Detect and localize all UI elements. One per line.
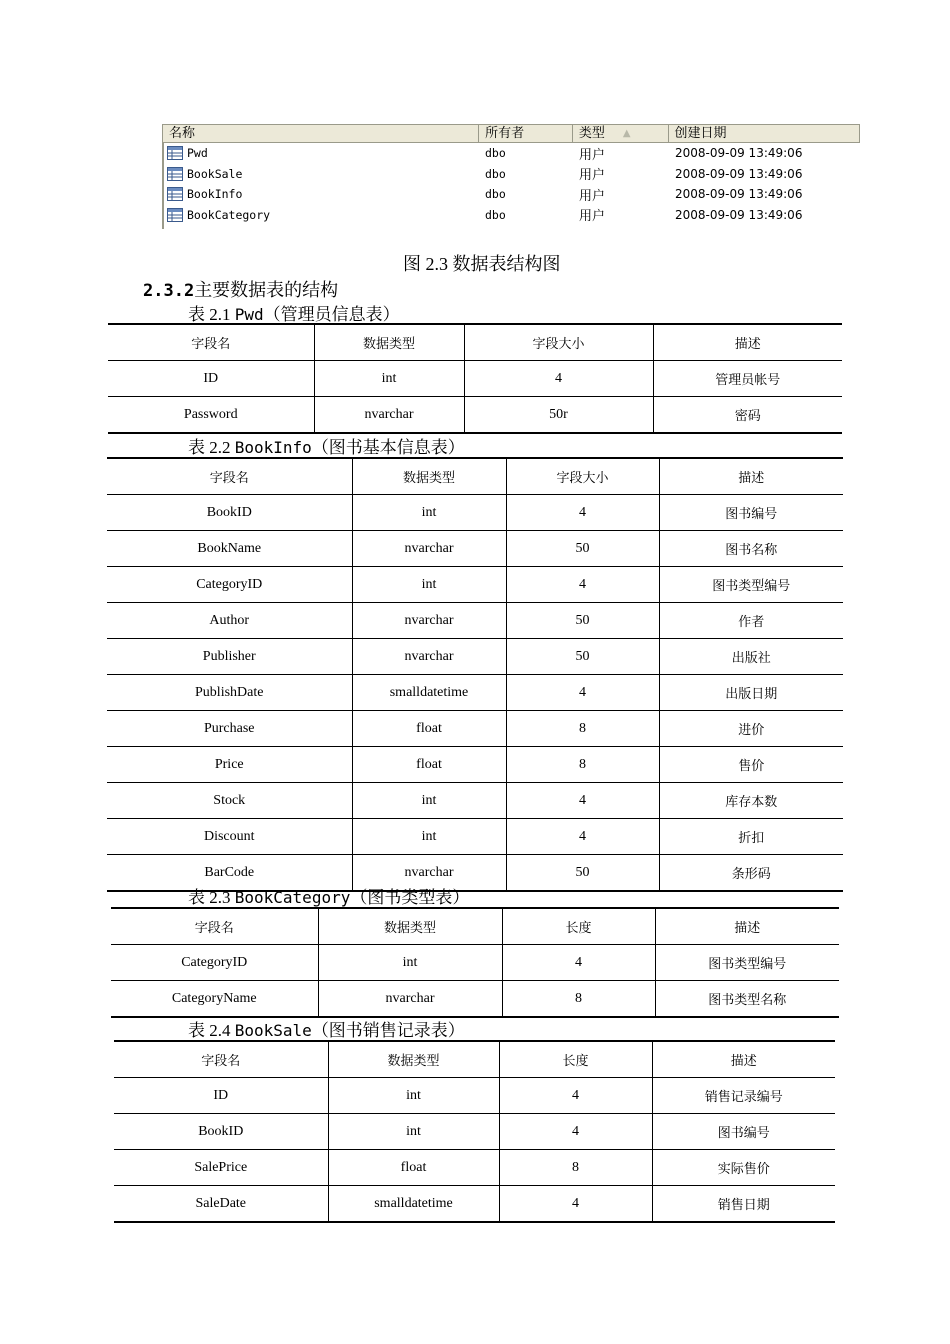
table-cell: nvarchar [352,531,506,567]
table-cell: 50 [506,531,659,567]
column-header-name[interactable]: 名称 [163,125,479,142]
column-header-created[interactable]: 创建日期 [674,126,727,141]
list-item-created: 2008-09-09 13:49:06 [675,187,803,202]
table-cell: Discount [107,819,352,855]
table-cell: 进价 [659,711,843,747]
table-cell: nvarchar [352,639,506,675]
section-number: 2.3.2 [143,281,195,301]
table-cell: 密码 [653,397,842,434]
table-header-cell: 描述 [659,458,843,495]
table-title-name: BookCategory [234,888,351,907]
table-cell: smalldatetime [328,1186,499,1223]
table-cell: 8 [506,711,659,747]
table-row [107,531,843,567]
table-row [111,945,839,981]
table-cell: float [352,711,506,747]
table-row [107,639,843,675]
table-list-view [162,124,860,230]
table-cell: 4 [506,567,659,603]
table-row [107,603,843,639]
table-row [107,495,843,531]
column-header-type-label: 类型 [578,126,605,141]
table-cell: CategoryName [111,981,318,1018]
table-cell: 图书类型编号 [655,945,839,981]
table-cell: 出版社 [659,639,843,675]
table-cell: 图书类型编号 [659,567,843,603]
table-header-cell: 数据类型 [352,458,506,495]
table-header-cell: 长度 [502,908,655,945]
table-cell: float [352,747,506,783]
table-row [107,783,843,819]
list-item-name: BookCategory [187,207,271,222]
list-item-created: 2008-09-09 13:49:06 [675,207,803,222]
list-header [162,124,860,143]
table-cell: 图书编号 [652,1114,835,1150]
table-cell: 库存本数 [659,783,843,819]
table-cell: BookID [114,1114,328,1150]
table-row [108,361,842,397]
table-cell: BookID [107,495,352,531]
list-item-owner: dbo [485,187,506,202]
table-row [107,711,843,747]
table-icon [167,208,183,222]
table-cell: 4 [499,1186,652,1223]
table-header-row [108,324,842,361]
table-cell: int [352,567,506,603]
table-cell: 50r [464,397,653,434]
table-title-4 [188,1016,465,1041]
table-row [114,1150,835,1186]
table-title-prefix: 表 2.2 [188,438,235,457]
section-title: 主要数据表的结构 [194,280,339,300]
table-cell: Publisher [107,639,352,675]
table-row [107,819,843,855]
table-header-cell: 描述 [655,908,839,945]
table-pwd [108,323,842,434]
table-cell: int [328,1078,499,1114]
table-cell: 4 [499,1078,652,1114]
table-title-name: BookSale [234,1021,312,1040]
table-cell: nvarchar [352,855,506,892]
table-title-2 [188,433,465,458]
table-cell: 4 [464,361,653,397]
list-item-owner: dbo [485,207,506,222]
list-item-name: BookSale [187,166,243,181]
table-row [107,855,843,892]
list-item[interactable] [162,164,860,185]
table-cell: 实际售价 [652,1150,835,1186]
table-header-row [107,458,843,495]
table-row [114,1186,835,1223]
table-title-name: BookInfo [234,438,312,457]
table-row [107,747,843,783]
table-title-prefix: 表 2.4 [188,1021,235,1040]
table-cell: Author [107,603,352,639]
table-cell: ID [114,1078,328,1114]
table-cell: float [328,1150,499,1186]
table-cell: 4 [502,945,655,981]
table-header-cell: 数据类型 [314,324,464,361]
table-cell: 50 [506,639,659,675]
table-bookinfo [107,457,843,892]
list-item-created: 2008-09-09 13:49:06 [675,146,803,161]
table-cell: 条形码 [659,855,843,892]
list-item-created: 2008-09-09 13:49:06 [675,166,803,181]
list-item-name-cell [162,208,479,222]
table-header-cell: 描述 [652,1041,835,1078]
table-icon [167,167,183,181]
table-cell: nvarchar [318,981,502,1018]
table-cell: nvarchar [314,397,464,434]
table-cell: 4 [506,675,659,711]
table-cell: CategoryID [107,567,352,603]
column-header-owner[interactable]: 所有者 [479,125,573,142]
table-icon [167,146,183,160]
table-title-desc: （图书类型表） [350,888,470,907]
table-header-cell: 长度 [499,1041,652,1078]
list-item-type: 用户 [579,209,606,225]
table-cell: smalldatetime [352,675,506,711]
list-item-type: 用户 [579,147,606,163]
table-cell: 4 [506,783,659,819]
sort-ascending-icon: ▲ [622,128,631,139]
list-item-name-cell [162,167,479,181]
table-title-desc: （管理员信息表） [263,305,400,324]
table-cell: 8 [506,747,659,783]
table-row [107,675,843,711]
table-cell: 8 [499,1150,652,1186]
table-cell: 4 [506,819,659,855]
list-item-type: 用户 [579,168,606,184]
table-cell: 图书编号 [659,495,843,531]
list-item[interactable] [162,143,860,164]
table-cell: Password [108,397,314,434]
table-cell: 4 [506,495,659,531]
section-heading [143,276,338,302]
table-cell: int [318,945,502,981]
table-cell: SaleDate [114,1186,328,1223]
table-header-cell: 描述 [653,324,842,361]
table-cell: 售价 [659,747,843,783]
table-cell: 折扣 [659,819,843,855]
table-cell: int [352,495,506,531]
table-title-1 [188,300,400,325]
list-item-type: 用户 [579,188,606,204]
table-icon [167,187,183,201]
table-cell: 出版日期 [659,675,843,711]
table-cell: BarCode [107,855,352,892]
list-item[interactable] [162,184,860,205]
table-booksale [114,1040,835,1223]
list-item-name: Pwd [187,146,208,161]
table-cell: 销售记录编号 [652,1078,835,1114]
table-cell: 图书名称 [659,531,843,567]
table-cell: int [314,361,464,397]
table-row [108,397,842,434]
table-header-cell: 字段名 [114,1041,328,1078]
table-row [114,1114,835,1150]
figure-caption: 图 2.3 数据表结构图 [403,254,561,274]
table-cell: BookName [107,531,352,567]
table-cell: CategoryID [111,945,318,981]
table-cell: 管理员帐号 [653,361,842,397]
table-row [114,1078,835,1114]
table-cell: PublishDate [107,675,352,711]
table-header-cell: 字段名 [108,324,314,361]
table-cell: 销售日期 [652,1186,835,1223]
table-title-name: Pwd [234,305,264,324]
table-cell: int [328,1114,499,1150]
list-body [162,143,860,225]
table-title-desc: （图书销售记录表） [311,1021,465,1040]
list-item-name-cell [162,187,479,201]
table-cell: 8 [502,981,655,1018]
table-header-row [114,1041,835,1078]
table-header-cell: 字段大小 [506,458,659,495]
table-header-cell: 字段名 [111,908,318,945]
table-cell: Price [107,747,352,783]
table-header-cell: 数据类型 [328,1041,499,1078]
table-cell: int [352,819,506,855]
table-bookcategory [111,907,839,1018]
table-cell: Purchase [107,711,352,747]
table-cell: ID [108,361,314,397]
table-cell: 作者 [659,603,843,639]
table-cell: 4 [499,1114,652,1150]
table-header-cell: 数据类型 [318,908,502,945]
list-item-owner: dbo [485,146,506,161]
list-item-name: BookInfo [187,187,243,202]
table-cell: Stock [107,783,352,819]
table-cell: SalePrice [114,1150,328,1186]
table-cell: 50 [506,603,659,639]
table-cell: nvarchar [352,603,506,639]
table-cell: int [352,783,506,819]
table-header-cell: 字段名 [107,458,352,495]
table-row [107,567,843,603]
list-item-owner: dbo [485,166,506,181]
list-left-border [162,143,164,229]
table-header-cell: 字段大小 [464,324,653,361]
list-item-name-cell [162,146,479,160]
table-title-prefix: 表 2.1 [188,305,235,324]
list-item[interactable] [162,205,860,226]
table-row [111,981,839,1018]
table-cell: 图书类型名称 [655,981,839,1018]
table-title-prefix: 表 2.3 [188,888,235,907]
table-title-desc: （图书基本信息表） [311,438,465,457]
table-header-row [111,908,839,945]
column-header-type[interactable] [573,125,669,142]
table-cell: 50 [506,855,659,892]
